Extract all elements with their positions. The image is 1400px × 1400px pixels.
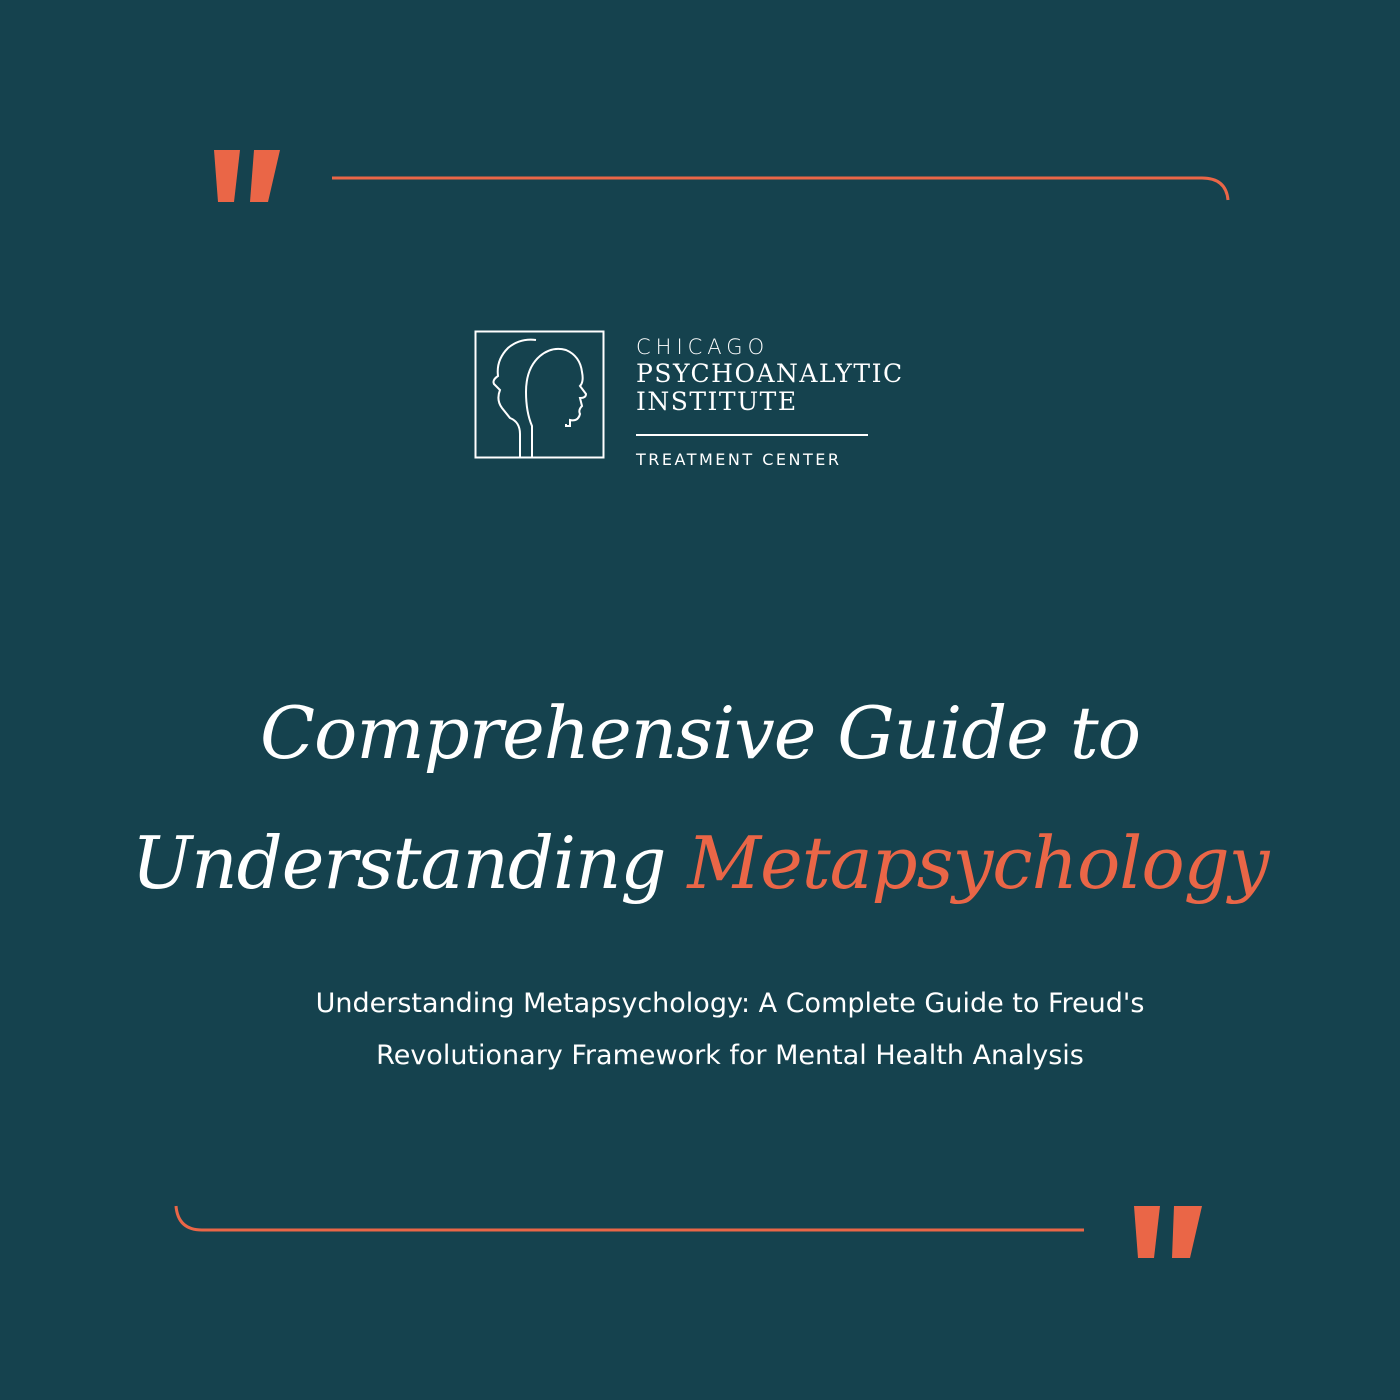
- open-quote-icon: [208, 146, 288, 206]
- headline-line-2: [0, 798, 1400, 928]
- headline-line-1: Comprehensive Guide to: [259, 691, 1141, 775]
- head-profile-icon: [474, 330, 606, 460]
- close-quote-icon: [1128, 1202, 1208, 1262]
- subtitle-line-1: Understanding Metapsychology: A Complete Guide to Freud's: [315, 988, 1145, 1019]
- headline-plain-text: Understanding: [131, 821, 688, 905]
- page-title: [0, 668, 1400, 928]
- logo-text-chicago: CHICAGO: [636, 335, 770, 359]
- logo-text-treatment-center: TREATMENT CENTER: [636, 450, 842, 469]
- top-divider-line: [330, 172, 1230, 204]
- headline-accent-text: Metapsychology: [687, 821, 1269, 905]
- logo-text-institute: INSTITUTE: [636, 387, 798, 416]
- subtitle: [160, 978, 1300, 1082]
- bottom-divider-line: [172, 1204, 1086, 1236]
- logo-text-psychoanalytic: PSYCHOANALYTIC: [636, 359, 904, 388]
- institute-logo: [474, 330, 934, 480]
- subtitle-line-2: Revolutionary Framework for Mental Health Analysis: [376, 1040, 1084, 1071]
- logo-divider: [636, 434, 868, 436]
